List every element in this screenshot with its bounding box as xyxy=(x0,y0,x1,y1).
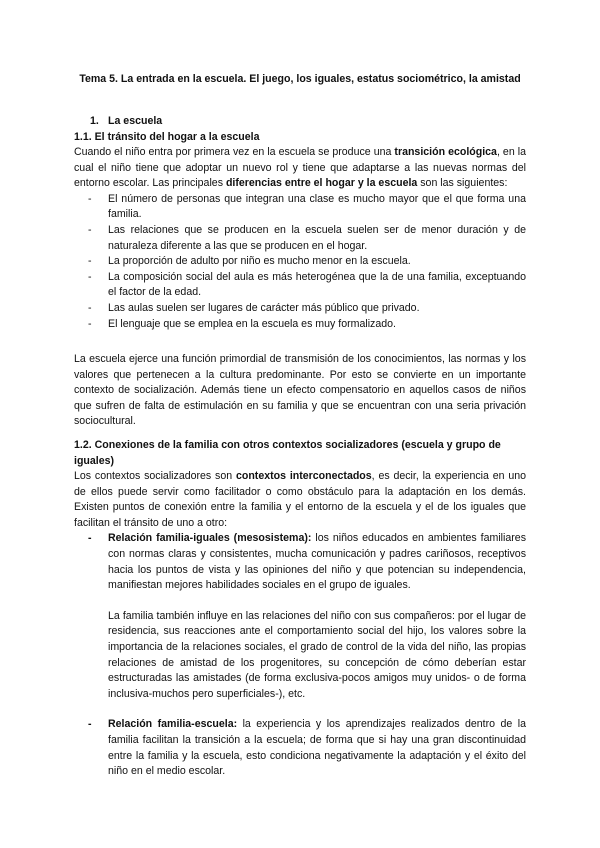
connections-list xyxy=(74,531,526,593)
list-item-familia-escuela: - Relación familia-escuela: la experiencia y los aprendizajes realizados dentro de la familia facilitan la transición a la escuela; de forma que si hay una gran discontinuidad entre la familia y la escuela, esto condiciona negativamente la adaptación y el éxito del niño en el medio escolar. xyxy=(74,717,526,779)
item-label: Relación familia-escuela: xyxy=(108,718,238,731)
section-1-number: 1. xyxy=(90,115,99,127)
connections-list-2 xyxy=(74,717,526,779)
list-item: - El número de personas que integran una clase es mucho mayor que el que forma una familia. xyxy=(74,192,526,223)
section-1-1-intro: Cuando el niño entra por primera vez en la escuela se produce una transición ecológica, en la cual el niño tiene que adoptar un nuevo rol y tiene que adaptarse a las nuevas normas del entorno escolar. Las principales diferencias entre el hogar y la escuela son las siguientes: xyxy=(74,146,526,190)
section-1-1-heading: 1.1. El tránsito del hogar a la escuela xyxy=(74,131,260,143)
list-item: - Las aulas suelen ser lugares de carácter más público que privado. xyxy=(74,301,526,317)
familia-iguales-detail: La familia también influye en las relaciones del niño con sus compañeros: por el lugar de residencia, sus reacciones ante el comportamiento social del hijo, los valores sobre la importancia de la relaciones sociales, el grado de control de la vida del niño, las propias relaciones de amistad de los progenitores, su concepción de cómo deberían estar estructuradas las amistades (de forma exclusiva-pocos amigos muy unidos- o de forma inclusiva-muchos pero superficiales-), etc. xyxy=(108,609,526,700)
differences-list xyxy=(74,192,526,332)
closing-paragraph: La escuela ejerce una función primordial de transmisión de los conocimientos, las normas y los valores que pertenecen a la cultura predominante. Por esto se convierte en un importante contexto de socialización. Además tiene un efecto compensatorio en aquellos casos de niños que sufren de falta de estimulación en su familia y que se encuentran con una seria privación sociocultural. xyxy=(74,353,526,428)
list-item-familia-iguales: - Relación familia-iguales (mesosistema): los niños educados en ambientes familiares con normas claras y consistentes, mucha comunicación y padres cariñosos, receptivos hacia los puntos de vista y las opiniones del niño y que potencian su independencia, manifiestan mejores habilidades sociales en el grupo de iguales. xyxy=(74,531,526,593)
list-item: - El lenguaje que se emplea en la escuela es muy formalizado. xyxy=(74,317,526,333)
emphasis-transicion: transición ecológica xyxy=(394,146,497,158)
section-1-2-intro: Los contextos socializadores son contextos interconectados, es decir, la experiencia en uno de ellos puede servir como facilitador o como obstáculo para la adaptación en los demás. Existen puntos de conexión entre la familia y el entorno de la escuela y el de los iguales que facilitan el tránsito de uno a otro: xyxy=(74,470,527,529)
section-1-2-heading: 1.2. Conexiones de la familia con otros contextos socializadores (escuela y grupo de iguales) xyxy=(74,439,501,467)
item-label: Relación familia-iguales (mesosistema): xyxy=(108,532,312,545)
list-item: - La proporción de adulto por niño es mucho menor en la escuela. xyxy=(74,254,526,270)
list-item: - La composición social del aula es más heterogénea que la de una familia, exceptuando el factor de la edad. xyxy=(74,270,526,301)
section-1-heading xyxy=(90,114,162,130)
section-1-1-body xyxy=(74,145,526,332)
emphasis-contextos: contextos interconectados xyxy=(235,470,372,482)
section-1-title: La escuela xyxy=(108,115,163,127)
emphasis-diferencias: diferencias entre el hogar y la escuela xyxy=(225,177,418,190)
list-item: - Las relaciones que se producen en la escuela suelen ser de menor duración y de naturaleza diferente a las que se producen en el hogar. xyxy=(74,223,526,254)
document-title: Tema 5. La entrada en la escuela. El juego, los iguales, estatus sociométrico, la amistad xyxy=(79,73,521,85)
section-1-2-body xyxy=(74,469,526,780)
section-1-1-closing xyxy=(74,352,526,430)
